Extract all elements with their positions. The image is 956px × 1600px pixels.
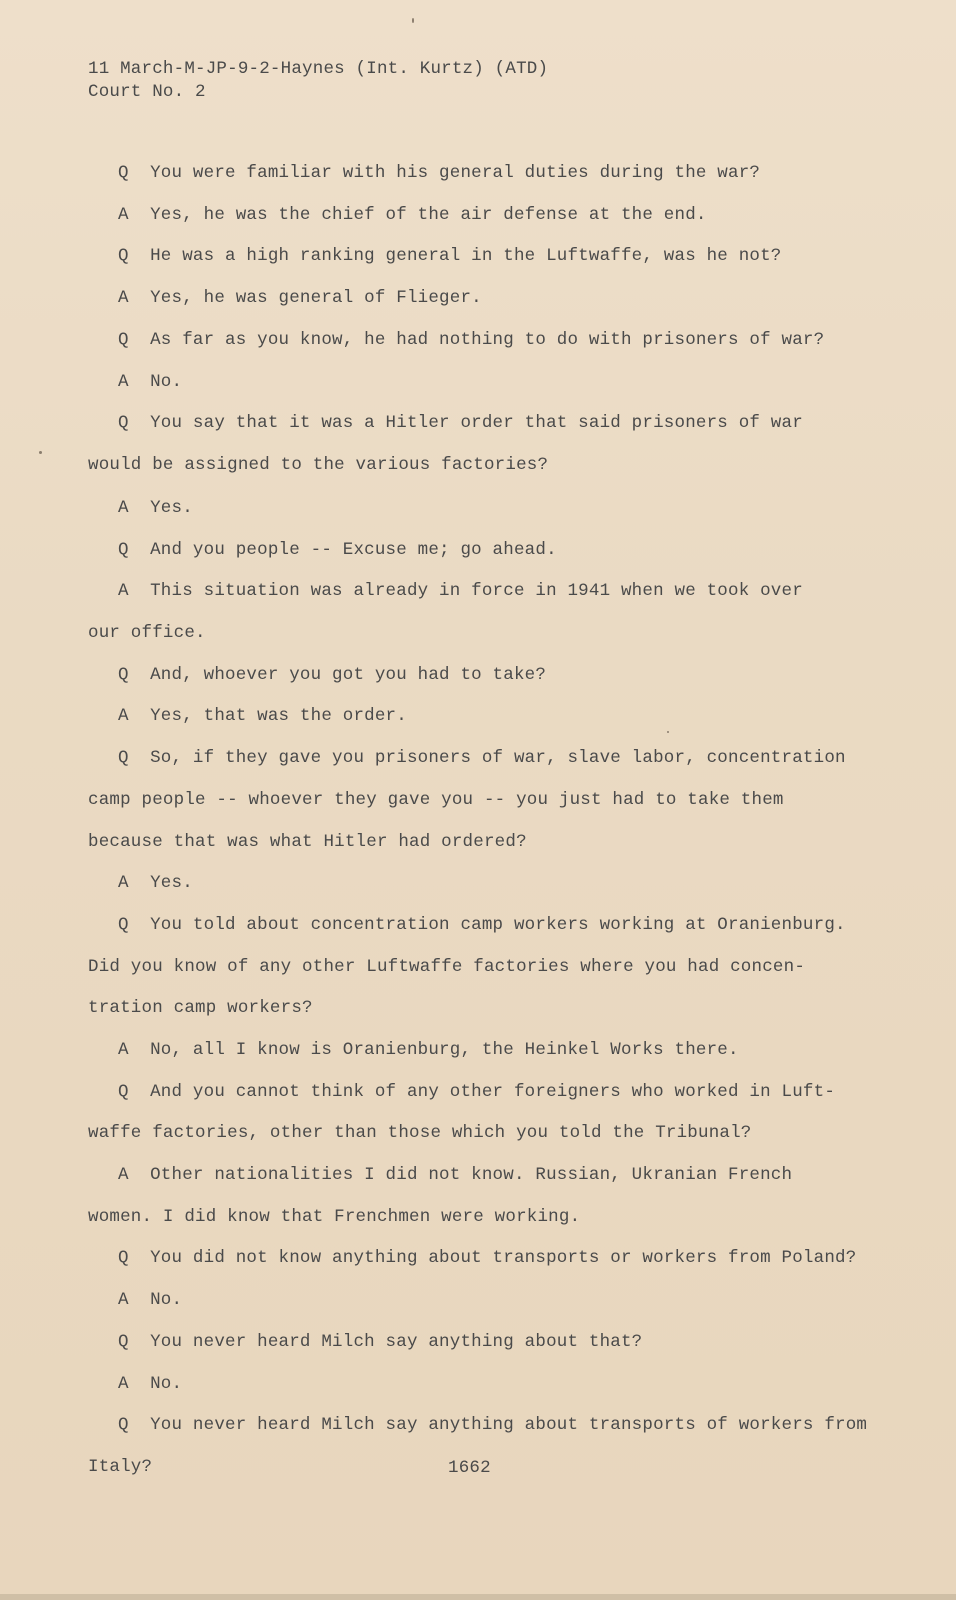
transcript-line: A No. bbox=[118, 372, 183, 392]
page-bottom-edge bbox=[0, 1594, 956, 1600]
transcript-line: Q You told about concentration camp workers working at Oranienburg. bbox=[118, 915, 846, 935]
paper-speck bbox=[39, 451, 42, 454]
transcript-line: Q As far as you know, he had nothing to do with prisoners of war? bbox=[118, 330, 825, 350]
transcript-line: our office. bbox=[88, 623, 206, 643]
paper-speck bbox=[412, 18, 414, 23]
transcript-line: Q You were familiar with his general duties during the war? bbox=[118, 163, 761, 183]
transcript-line: A No. bbox=[118, 1374, 183, 1394]
transcript-line: A Other nationalities I did not know. Russian, Ukranian French bbox=[118, 1165, 793, 1185]
transcript-line: Q And you cannot think of any other foreigners who worked in Luft- bbox=[118, 1082, 836, 1102]
transcript-line: A Yes. bbox=[118, 873, 193, 893]
transcript-line: because that was what Hitler had ordered? bbox=[88, 832, 527, 852]
document-header bbox=[88, 58, 548, 104]
transcript-line: Italy? bbox=[88, 1457, 153, 1477]
transcript-line: Q You did not know anything about transports or workers from Poland? bbox=[118, 1248, 857, 1268]
transcript-line: A No, all I know is Oranienburg, the Heinkel Works there. bbox=[118, 1040, 739, 1060]
transcript-line: A Yes. bbox=[118, 498, 193, 518]
transcript-line: A No. bbox=[118, 1290, 183, 1310]
transcript-line: Q You never heard Milch say anything about that? bbox=[118, 1332, 643, 1352]
transcript-line: women. I did know that Frenchmen were working. bbox=[88, 1207, 581, 1227]
transcript-line: A This situation was already in force in 1941 when we took over bbox=[118, 581, 803, 601]
transcript-line: A Yes, he was general of Flieger. bbox=[118, 288, 482, 308]
transcript-line: Q He was a high ranking general in the Luftwaffe, was he not? bbox=[118, 246, 782, 266]
page-number: 1662 bbox=[448, 1458, 491, 1478]
transcript-line: Q And you people -- Excuse me; go ahead. bbox=[118, 540, 557, 560]
paper-speck bbox=[667, 731, 669, 733]
transcript-line: tration camp workers? bbox=[88, 998, 313, 1018]
transcript-line: Q And, whoever you got you had to take? bbox=[118, 665, 547, 685]
transcript-line: Did you know of any other Luftwaffe factories where you had concen- bbox=[88, 957, 806, 977]
header-court-line: Court No. 2 bbox=[88, 82, 206, 102]
transcript-line: A Yes, that was the order. bbox=[118, 706, 407, 726]
transcript-line: Q You never heard Milch say anything about transports of workers from bbox=[118, 1415, 868, 1435]
transcript-line: A Yes, he was the chief of the air defense at the end. bbox=[118, 205, 707, 225]
transcript-line: camp people -- whoever they gave you -- you just had to take them bbox=[88, 790, 784, 810]
header-session-line: 11 March-M-JP-9-2-Haynes (Int. Kurtz) (ATD) bbox=[88, 59, 549, 79]
transcript-line: would be assigned to the various factories? bbox=[88, 455, 549, 475]
transcript-line: Q You say that it was a Hitler order that said prisoners of war bbox=[118, 413, 803, 433]
transcript-line: Q So, if they gave you prisoners of war, slave labor, concentration bbox=[118, 748, 846, 768]
transcript-line: waffe factories, other than those which you told the Tribunal? bbox=[88, 1123, 752, 1143]
